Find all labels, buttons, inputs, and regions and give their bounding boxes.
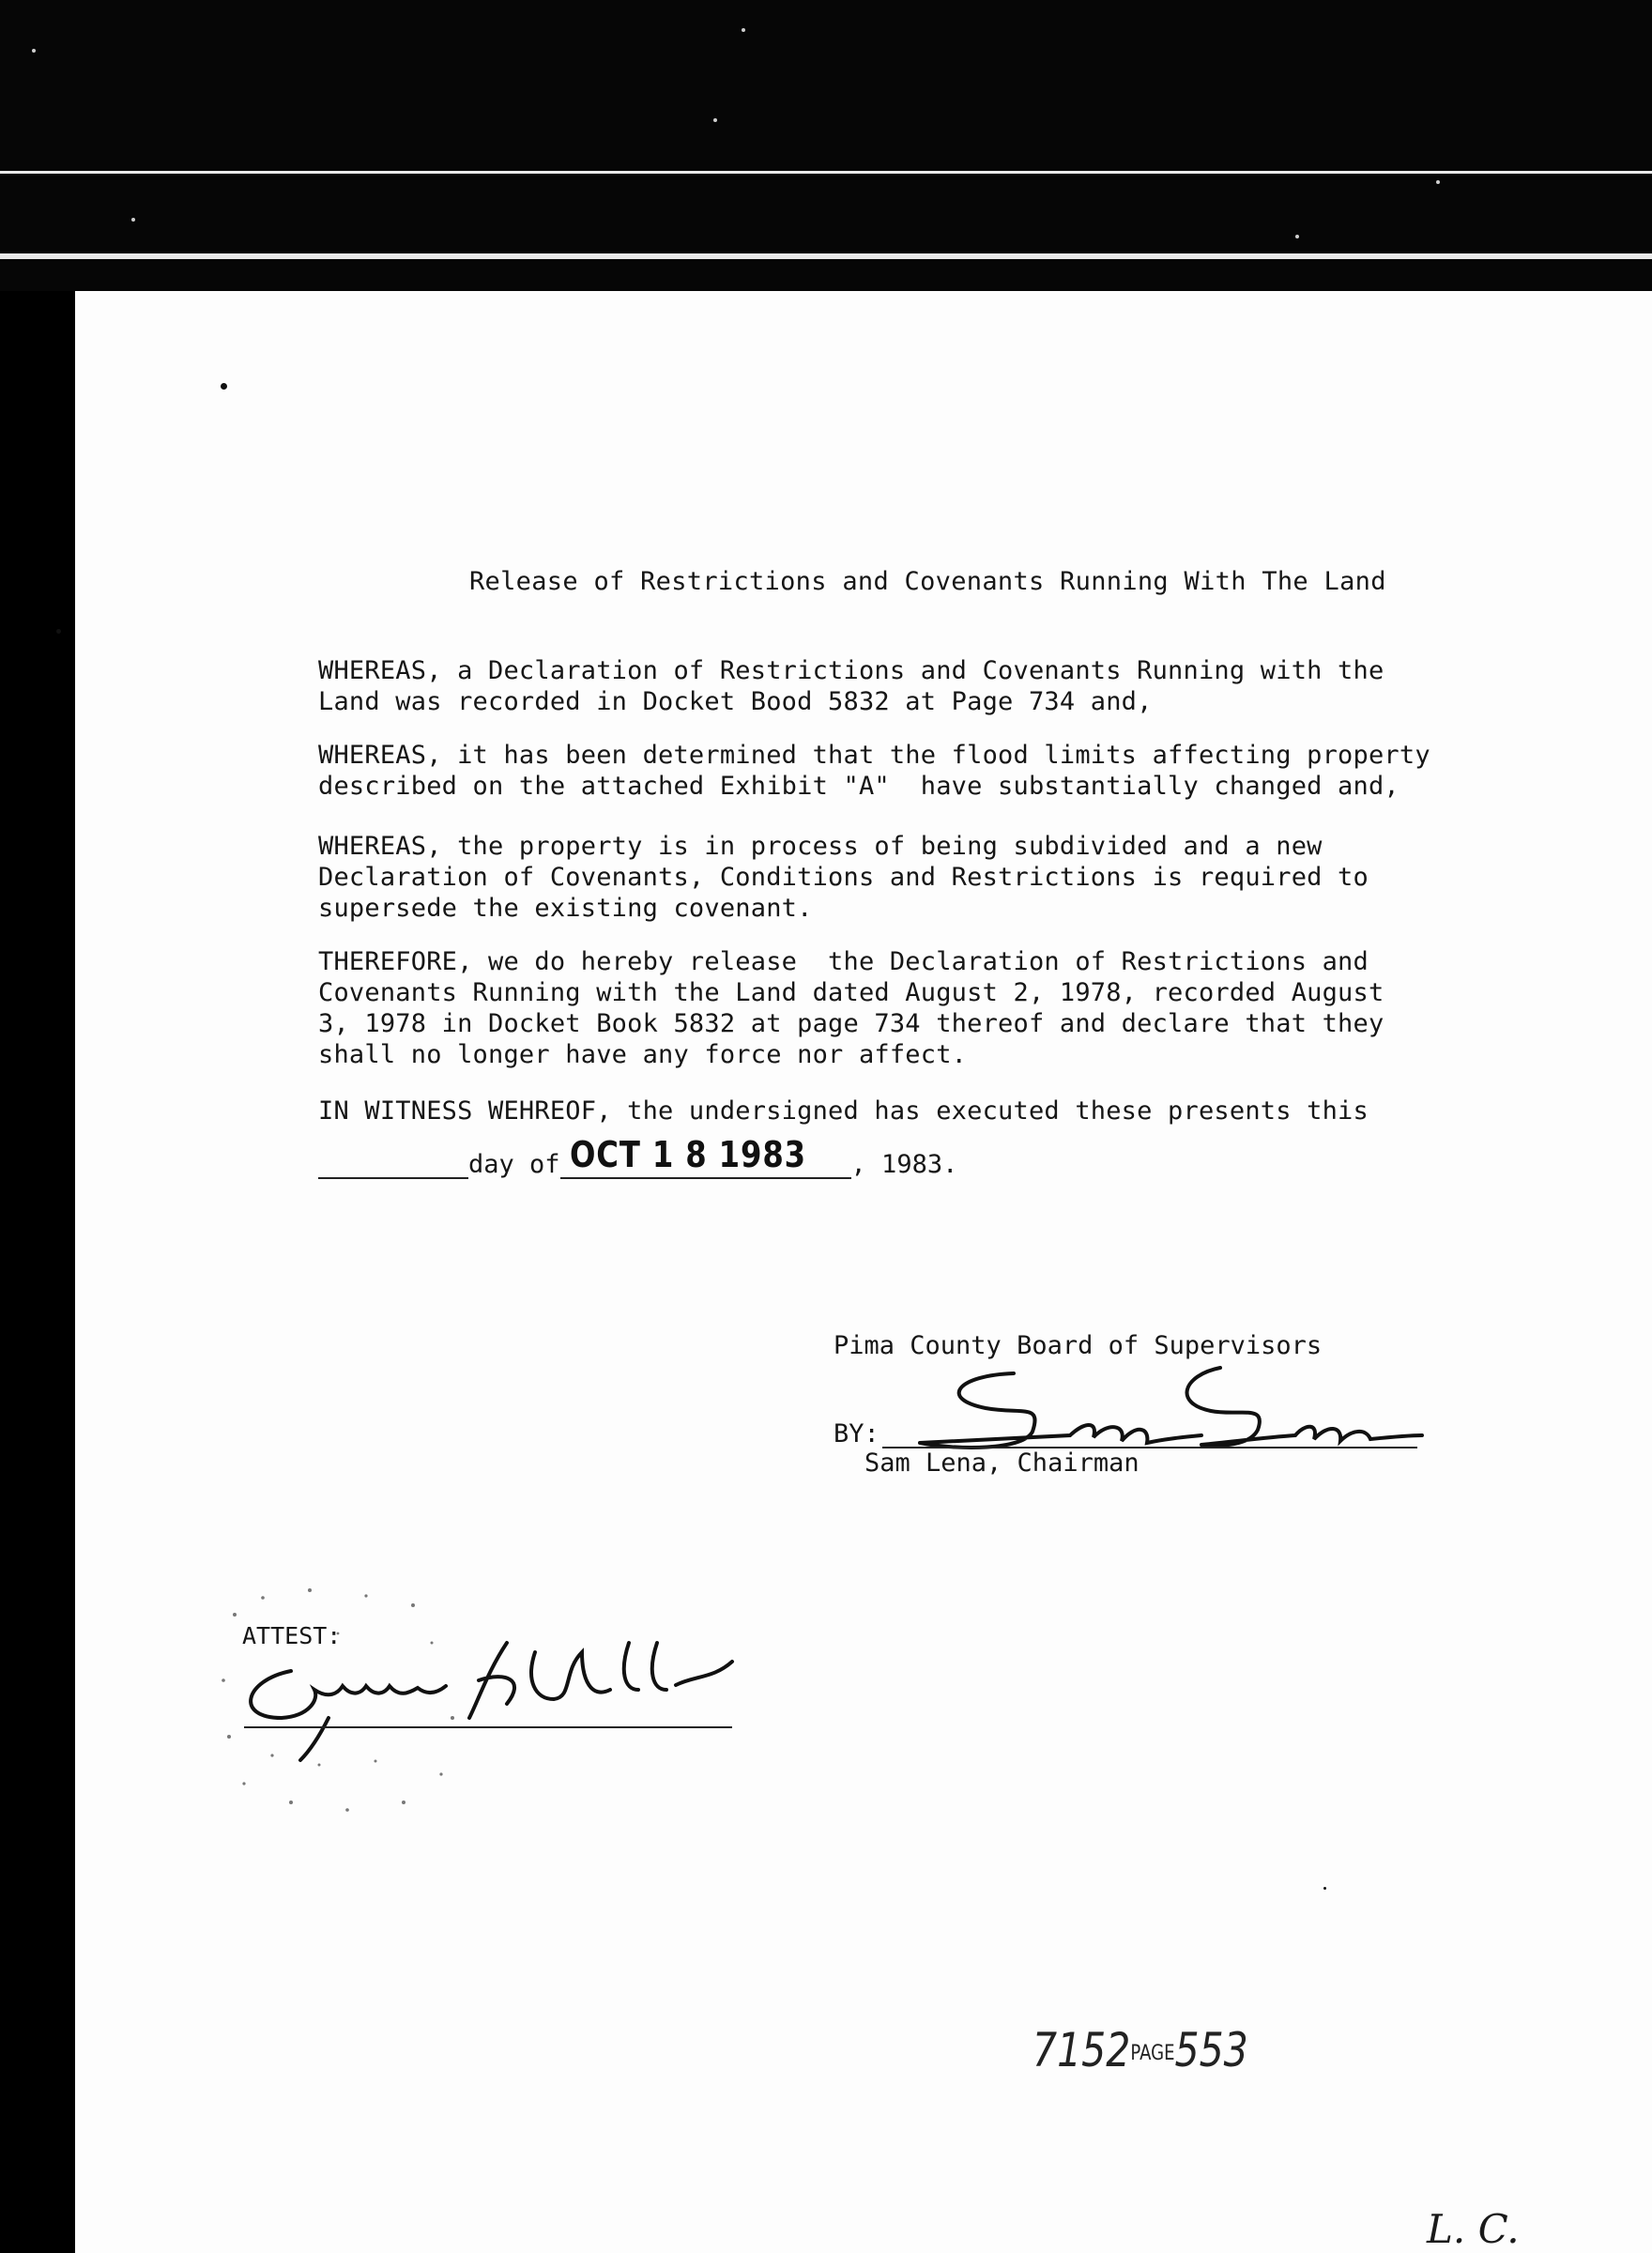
year-suffix: , 1983. xyxy=(850,1150,958,1179)
scan-speck xyxy=(742,28,745,32)
whereas-paragraph-1: WHEREAS, a Declaration of Restrictions and Covenants Running with the Land was recorded in Docket Bood 5832 at Page 734 and, xyxy=(318,656,1384,716)
day-of-label: day of xyxy=(468,1150,560,1179)
scan-artifact-line xyxy=(0,171,1652,174)
month-blank xyxy=(560,1134,851,1179)
scan-speck xyxy=(1295,235,1299,238)
scan-speck xyxy=(1436,180,1440,184)
scan-artifact-line xyxy=(0,253,1652,259)
scan-speck xyxy=(713,118,717,122)
scan-speck xyxy=(32,49,36,53)
ink-speck xyxy=(1323,1887,1326,1890)
recording-page-number: 553 xyxy=(1174,2023,1248,2077)
ink-speck xyxy=(221,383,227,390)
board-name: Pima County Board of Supervisors xyxy=(834,1331,1323,1360)
recording-book-number: 7152 xyxy=(1032,2023,1131,2077)
chairman-signature xyxy=(901,1356,1427,1460)
handwritten-initials: L. C. xyxy=(1427,2206,1520,2252)
recording-stamp xyxy=(1032,2023,1248,2077)
scanner-border-top xyxy=(0,0,1652,291)
therefore-paragraph: THEREFORE, we do hereby release the Declaration of Restrictions and Covenants Running with the Land dated August 2, 1978, recorded August 3, 1978 in Docket Book 5832 at page 734 thereof and declare that they shall no longer have any force nor affect. xyxy=(318,947,1384,1069)
day-blank xyxy=(318,1149,468,1179)
by-label: BY: xyxy=(834,1419,880,1448)
document-page xyxy=(75,291,1652,2253)
stamped-date: OCT 1 8 1983 xyxy=(569,1134,806,1175)
signer-name: Sam Lena, Chairman xyxy=(864,1448,1140,1478)
scan-speck xyxy=(131,218,135,222)
ink-speck xyxy=(56,629,61,634)
whereas-paragraph-3: WHEREAS, the property is in process of being subdivided and a new Declaration of Covenants, Conditions and Restrictions is required to supersede the existing covenant. xyxy=(318,832,1369,923)
recording-page-word: PAGE xyxy=(1130,2042,1175,2065)
execution-date-line xyxy=(318,1134,958,1194)
attest-signature xyxy=(225,1596,751,1765)
attest-label: ATTEST: xyxy=(242,1622,342,1649)
witness-paragraph: IN WITNESS WEHREOF, the undersigned has executed these presents this xyxy=(318,1096,1369,1126)
document-title: Release of Restrictions and Covenants Running With The Land xyxy=(469,567,1386,596)
whereas-paragraph-2: WHEREAS, it has been determined that the flood limits affecting property described on the attached Exhibit "A" have substantially changed and, xyxy=(318,741,1430,801)
